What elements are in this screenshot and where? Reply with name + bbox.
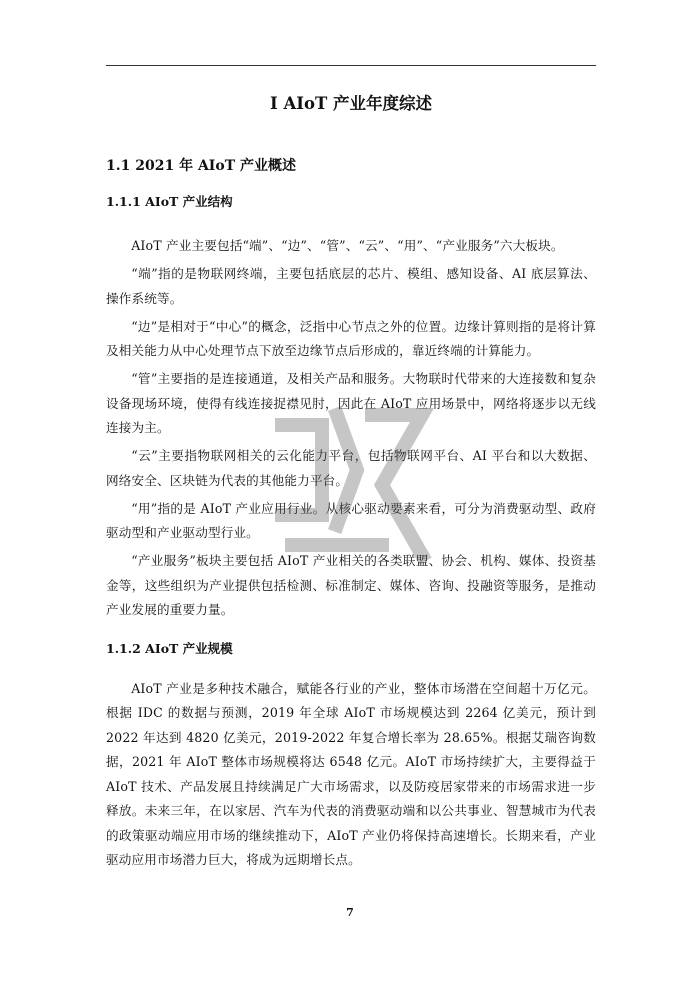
paragraph: “用”指的是 AIoT 产业应用行业。从核心驱动要素来看，可分为消费驱动型、政府驱动型和产业驱动型行业。 (106, 500, 596, 540)
paragraph: “管”主要指的是连接通道，及相关产品和服务。大物联时代带来的大连接数和复杂设备现场环境，使得有线连接捉襟见肘，因此在 AIoT 应用场景中，网络将逐步以无线连接为主。 (106, 371, 596, 435)
subsection-title-structure: 1.1.1 AIoT 产业结构 (106, 194, 233, 209)
paragraph: AIoT 产业是多种技术融合，赋能各行业的产业，整体市场潜在空间超十万亿元。根据 IDC 的数据与预测，2019 年全球 AIoT 市场规模达到 2264 亿美元，预计到 2022 年达到 4820 亿美元，2019-2022 年复合增长率为 28.65%。根据艾瑞咨询数据，2021 年 AIoT 整体市场规模将达 6548 亿元。AIoT 市场持续扩大，主要得益于 AIoT 技术、产品发展且持续满足广大市场需求，以及防疫居家带来的市场需求进一步释放。未来三年，在以家居、汽车为代表的消费驱动端和以公共事业、智慧城市为代表的政策驱动端应用市场的继续推动下，AIoT 产业仍将保持高速增长。长期来看，产业驱动应用市场潜力巨大，将成为远期增长点。 (106, 680, 596, 867)
page-number: 7 (346, 906, 354, 919)
paragraph: “云”主要指物联网相关的云化能力平台，包括物联网平台、AI 平台和以大数据、网络安全、区块链为代表的其他能力平台。 (106, 448, 596, 488)
subsection-title-scale: 1.1.2 AIoT 产业规模 (106, 640, 233, 656)
scale-paragraphs (106, 677, 596, 873)
section-title: 1.1 2021 年 AIoT 产业概述 (106, 158, 296, 174)
paragraph: “边”是相对于“中心”的概念，泛指中心节点之外的位置。边缘计算则指的是将计算及相关能力从中心处理节点下放至边缘节点后形成的，靠近终端的计算能力。 (106, 318, 596, 358)
paragraph: “端”指的是物联网终端，主要包括底层的芯片、模组、感知设备、AI 底层算法、操作系统等。 (106, 266, 596, 306)
header-rule (106, 65, 596, 66)
chapter-title: I AIoT 产业年度综述 (269, 94, 432, 113)
structure-paragraphs (106, 234, 596, 623)
paragraph: “产业服务”板块主要包括 AIoT 产业相关的各类联盟、协会、机构、媒体、投资基金等，这些组织为产业提供包括检测、标准制定、媒体、咨询、投融资等服务，是推动产业发展的重要力量。 (106, 553, 596, 617)
document-body (106, 92, 596, 876)
paragraph: AIoT 产业主要包括“端”、“边”、“管”、“云”、“用”、“产业服务”六大板块。 (131, 238, 564, 253)
